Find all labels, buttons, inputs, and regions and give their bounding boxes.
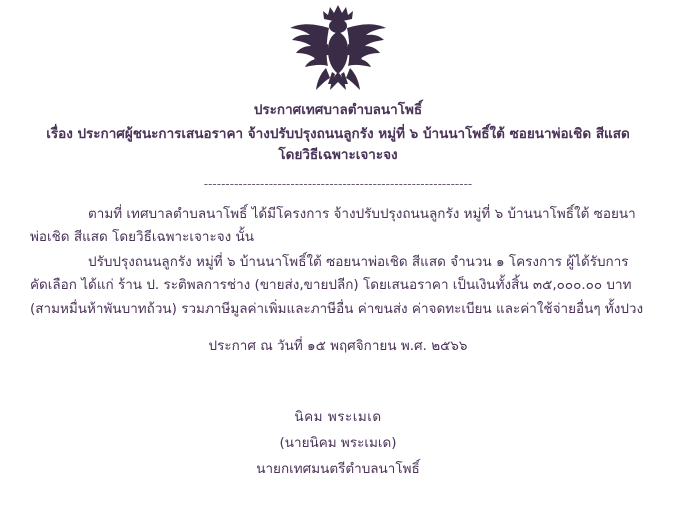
- document-header: [22, 100, 654, 165]
- header-line-2: เรื่อง ประกาศผู้ชนะการเสนอราคา จ้างปรับปรุงถนนลูกรัง หมู่ที่ ๖ บ้านนาโพธิ์ใต้ ซอยนาพ่อเชิด สีแสด โดยวิธีเฉพาะเจาะจง: [46, 126, 630, 163]
- signature-name-paren: (นายนิคม พระเมเด): [279, 435, 397, 452]
- document-body: [22, 203, 654, 321]
- header-line-1: ประกาศเทศบาลตำบลนาโพธิ์: [253, 102, 423, 118]
- signature-title: นายกเทศมนตรีตำบลนาโพธิ์: [256, 461, 420, 478]
- header-divider: --------------------------------------------------------------: [203, 176, 473, 191]
- signature-name: นิคม พระเมเด: [294, 408, 382, 425]
- garuda-emblem: [286, 2, 390, 94]
- paragraph-1: ตามที่ เทศบาลตำบลนาโพธิ์ ได้มีโครงการ จ้างปรับปรุงถนนลูกรัง หมู่ที่ ๖ บ้านนาโพธิ์ใต้ ซอยนาพ่อเชิด สีแสด โดยวิธีเฉพาะเจาะจง นั้น: [30, 205, 636, 245]
- paragraph-2: ปรับปรุงถนนลูกรัง หมู่ที่ ๖ บ้านนาโพธิ์ใต้ ซอยนาพ่อเชิด สีแสด จำนวน ๑ โครงการ ผู้ได้รับการคัดเลือก ได้แก่ ร้าน ป. ระติพลการช่าง (ขายส่ง,ขายปลีก) โดยเสนอราคา เป็นเงินทั้งสิ้น ๓๕,๐๐๐.๐๐ บาท (สามหมื่นห้าพันบาทถ้วน) รวมภาษีมูลค่าเพิ่มและภาษีอื่น ค่าขนส่ง ค่าจดทะเบียน และค่าใช้จ่ายอื่นๆ ทั้งปวง: [30, 254, 644, 317]
- emblem-container: [22, 0, 654, 98]
- signature-block: [22, 404, 654, 483]
- notice-date: ประกาศ ณ วันที่ ๑๕ พฤศจิกายน พ.ศ. ๒๕๖๖: [208, 337, 468, 354]
